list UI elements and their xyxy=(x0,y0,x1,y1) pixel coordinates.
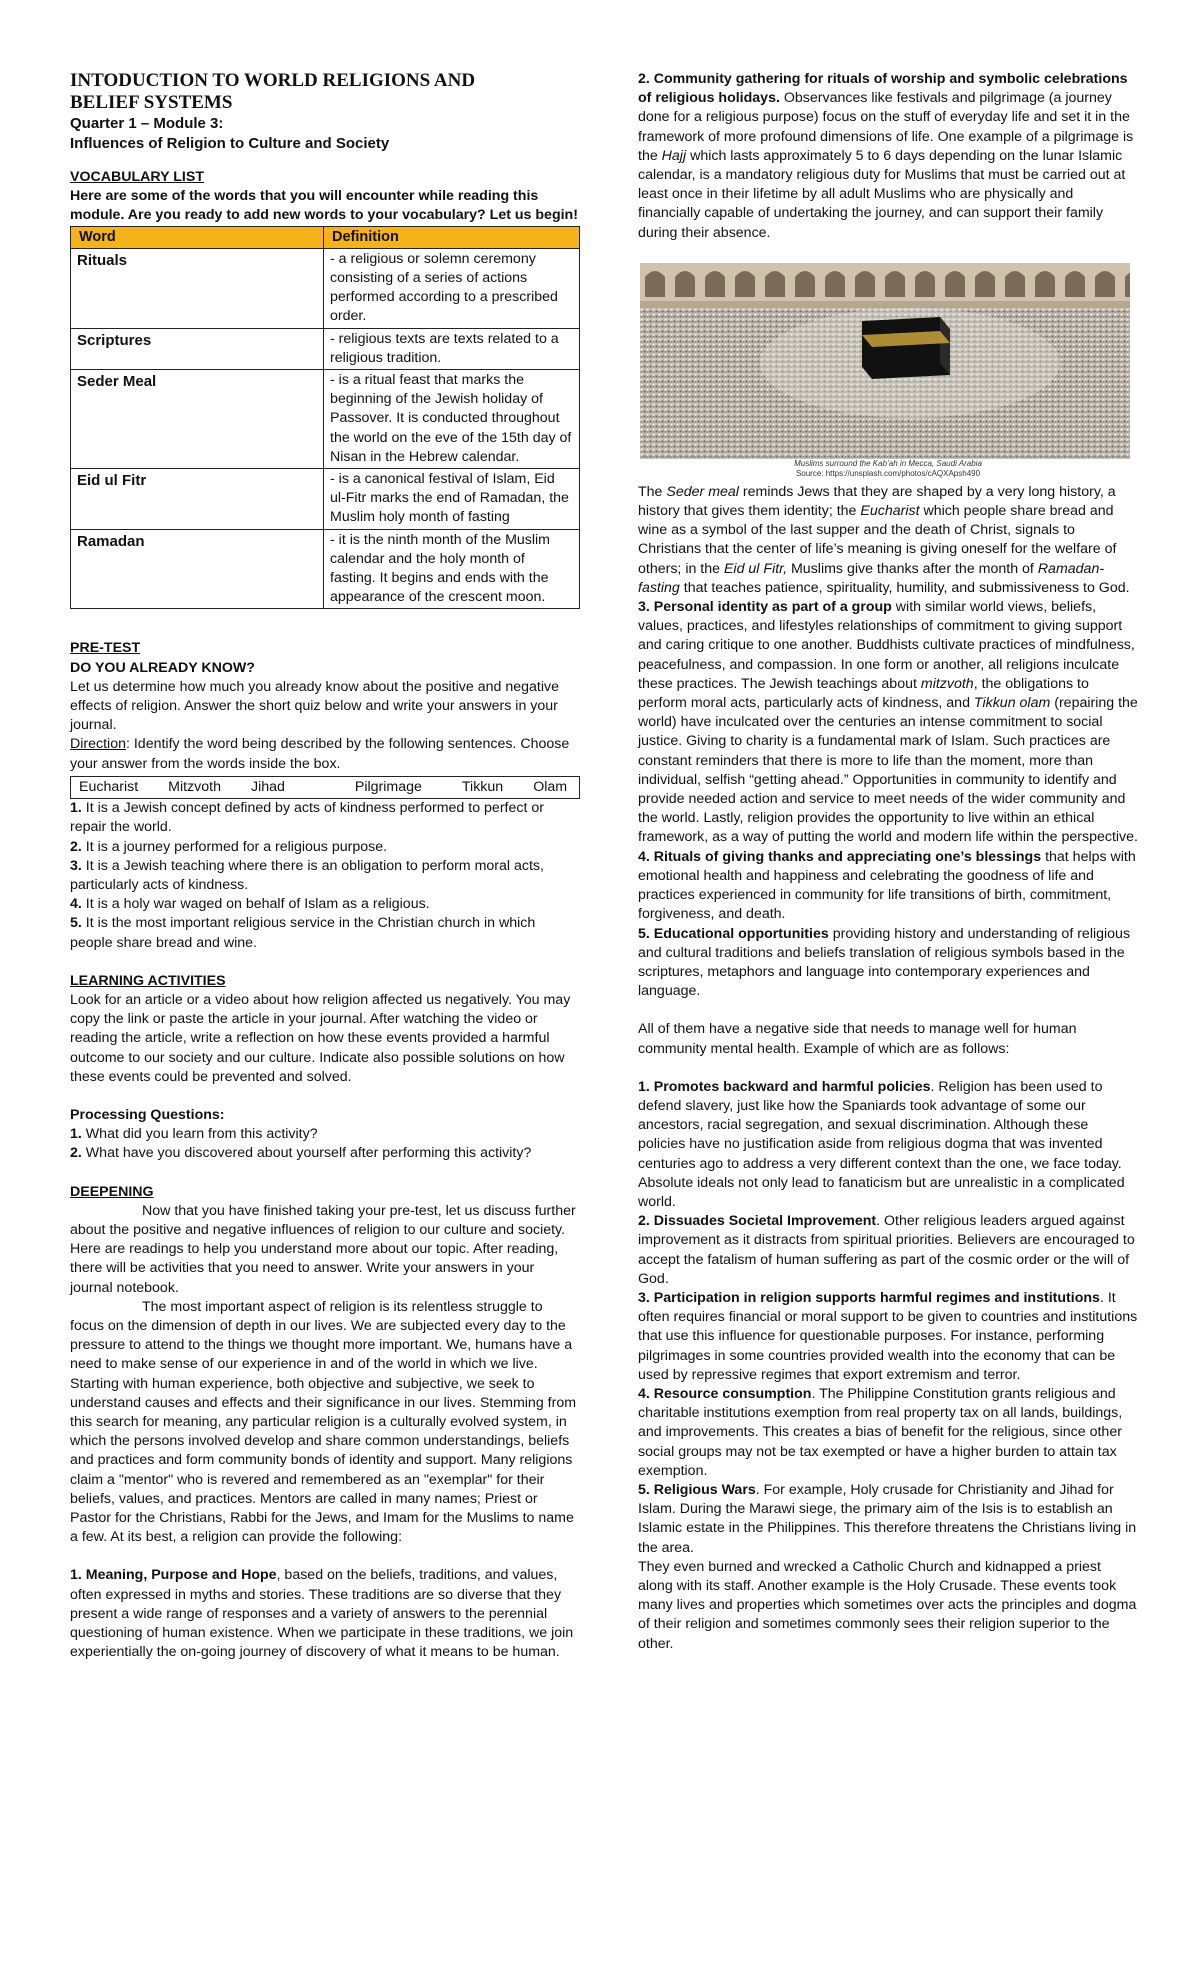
negative-item: 4. Resource consumption. The Philippine Constitution grants religious and charitable institutions exemption from real property tax on all lands, buildings, and improvements. This creates a bias of benefit for the religious, since other social groups may not be tax exempted or have a higher burden to attain tax exemption. xyxy=(638,1385,1123,1479)
pretest-item: 3. It is a Jewish teaching where there is an obligation to perform moral acts, particularly acts of kindness. xyxy=(70,857,544,893)
pretest-direction xyxy=(70,735,580,773)
photo-source: Source: https://unsplash.com/photos/cAQXApsh490 xyxy=(795,468,981,478)
table-row xyxy=(71,529,580,609)
vocab-header-row xyxy=(71,226,580,248)
vocab-word: Rituals xyxy=(71,248,324,328)
direction-label: Direction xyxy=(70,736,126,753)
vocab-table xyxy=(70,226,580,610)
document-title-line1: INTODUCTION TO WORLD RELIGIONS AND xyxy=(70,70,476,91)
vocab-word: Seder Meal xyxy=(71,370,324,469)
quarter-label: Quarter 1 – Module 3: xyxy=(70,115,224,132)
choice-word: Olam xyxy=(533,778,568,795)
negative-item: 2. Dissuades Societal Improvement. Other religious leaders argued against improvement as it distracts from spiritual priorities. Believers are encouraged to accept the fatalism of human suffering as part of the cosmic order or the will of God. xyxy=(638,1213,1135,1287)
vocab-definition: - is a ritual feast that marks the beginning of the Jewish holiday of Passover. It is conducted throughout the world on the eve of the 15th day of Nisan in the Hebrew calendar. xyxy=(324,370,580,469)
thanks-paragraph: 4. Rituals of giving thanks and appreciating one’s blessings that helps with emotional health and happiness and celebrating the goodness of life and practices experienced in community for life transitions of birth, commitment, forgiveness, and death. xyxy=(638,848,1136,923)
choice-word: Pilgrimage xyxy=(354,778,422,795)
choice-word: Tikkun xyxy=(461,778,504,795)
vocab-intro: Here are some of the words that you will encounter while reading this module. Are you ready to add new words to your vocabulary? Let us begin! xyxy=(70,188,578,224)
learning-heading: LEARNING ACTIVITIES xyxy=(70,972,226,989)
kaaba-photo xyxy=(640,263,1130,459)
pretest-item: 2. It is a journey performed for a religious purpose. xyxy=(70,838,388,855)
pretest-item: 1. It is a Jewish concept defined by acts of kindness performed to perfect or repair the world. xyxy=(70,800,544,836)
pretest-item: 5. It is the most important religious service in the Christian church in which people share bread and wine. xyxy=(70,915,536,951)
photo-caption: Muslims surround the Kab’ah in Mecca, Saudi Arabia xyxy=(794,458,982,468)
closing-paragraph: They even burned and wrecked a Catholic Church and kidnapped a priest along with its staff. Another example is the Holy Crusade. These events took many lives and properties which sometimes over acts the principles and dogma of their religion and sometimes commonly sees their religion superior to the other. xyxy=(638,1558,1137,1652)
vocab-definition: - religious texts are texts related to a religious tradition. xyxy=(324,328,580,369)
vocab-definition: - it is the ninth month of the Muslim calendar and the holy month of fasting. It begins and ends with the appearance of the crescent moon. xyxy=(324,529,580,609)
direction-text: : Identify the word being described by the following sentences. Choose your answer from the words inside the box. xyxy=(70,736,570,772)
table-row xyxy=(71,370,580,469)
meaning-paragraph: 1. Meaning, Purpose and Hope, based on the beliefs, traditions, and values, often expressed in myths and stories. These traditions are so diverse that they present a wide range of responses and a variety of answers to the perennial questioning of human existence. When we participate in these traditions, we join experientially the on-going journey of discovery of what it means to be human. xyxy=(70,1567,574,1661)
choice-word: Mitzvoth xyxy=(168,778,221,795)
table-row xyxy=(71,469,580,530)
choice-word: Jihad xyxy=(250,778,285,795)
pretest-intro: Let us determine how much you already know about the positive and negative effects of religion. Answer the short quiz below and write your answers in your journal. xyxy=(70,678,559,734)
vocab-definition: - a religious or solemn ceremony consisting of a series of actions performed according to a prescribed order. xyxy=(324,248,580,328)
kaaba-image xyxy=(640,263,1130,459)
identity-paragraph: 3. Personal identity as part of a group with similar world views, beliefs, values, practices, and lifestyles relationships of commitment to giving support and caring critique to one another. Buddhists cultivate practices of mindfulness, peacefulness, and compassion. In one form or another, all religions inculcate these practices. The Jewish teachings about mitzvoth, the obligations to perform moral acts, particularly acts of kindness, and Tikkun olam (repairing the world) have inculcated over the centuries an intense commitment to social justice. Giving to charity is a fundamental mark of Islam. Such practices are constant reminders that there is more to life than the moment, more than individual, selfish “getting ahead.” Opportunities in community to identify and provide needed action and service to meet needs of the wider community and the world. Lastly, religion provides the opportunity to live within an ethical framework, as a way of putting the world and modern life within the perspective. xyxy=(638,599,1138,846)
vocab-word: Ramadan xyxy=(71,529,324,609)
vocab-word: Eid ul Fitr xyxy=(71,469,324,530)
pretest-subheading: DO YOU ALREADY KNOW? xyxy=(70,659,255,676)
vocab-col-definition: Definition xyxy=(324,226,580,248)
pretest-heading: PRE-TEST xyxy=(70,640,141,657)
module-title: Influences of Religion to Culture and Society xyxy=(70,135,390,152)
education-paragraph: 5. Educational opportunities providing history and understanding of religious and cultural traditions and beliefs translation of religious symbols based in the scriptures, metaphors and language into contemporary experiences and language. xyxy=(638,925,1131,1000)
negative-item: 3. Participation in religion supports harmful regimes and institutions. It often requires financial or moral support to be given to countries and institutions that use this influence for questionable purposes. For instance, performing pilgrimages in some countries provided wealth into the economy that can be used by repressive regimes that export extremism and terror. xyxy=(638,1289,1138,1383)
pretest-item: 4. It is a holy war waged on behalf of Islam as a religious. xyxy=(70,896,430,913)
choice-word: Eucharist xyxy=(79,778,139,795)
right-column xyxy=(638,70,1138,1654)
table-row xyxy=(71,248,580,328)
deepening-paragraph: The most important aspect of religion is its relentless struggle to focus on the dimension of depth in our lives. We are subjected every day to the pressure to attend to the things we thought more important. We, humans have a need to make sense of our experience in and of the world in which we live. Starting with human experience, both objective and subjective, we seek to understand causes and effects and their significance in our lives. Stemming from this search for meaning, any particular religion is a culturally evolved system, in which the persons involved develop and share common understandings, beliefs and practices and form community bonds of identity and support. Many religions claim a "mentor" who is revered and remembered as an "exemplar" for their beliefs, values, and practices. Mentors are called in many names; Priest or Pastor for the Christians, Rabbi for the Jews, and Imam for the Muslims to name a few. At its best, a religion can provide the following: xyxy=(70,1298,577,1546)
deepening-paragraph: Now that you have finished taking your pre-test, let us discuss further about the positive and negative influences of religion to our culture and society. Here are readings to help you understand more about our topic. After reading, there will be activities that you need to answer. Write your answers in your journal notebook. xyxy=(70,1202,576,1296)
negative-item: 1. Promotes backward and harmful policies. Religion has been used to defend slavery, just like how the Spaniards took advantage of some our ancestors, racial segregation, and sexual discrimination. Although these policies have no justification aside from religious dogma that was invented centuries ago to address a very different context than the one, we face today. Absolute ideals not only lead to fanaticism but are unrealistic in a complicated world. xyxy=(638,1078,1125,1210)
processing-question: 1. What did you learn from this activity? xyxy=(70,1126,318,1143)
vocab-definition: - is a canonical festival of Islam, Eid ul-Fitr marks the end of Ramadan, the Muslim holy month of fasting xyxy=(324,469,580,530)
processing-question: 2. What have you discovered about yourself after performing this activity? xyxy=(70,1145,532,1162)
left-column xyxy=(70,70,580,1662)
vocab-word: Scriptures xyxy=(71,328,324,369)
seder-paragraph: The Seder meal reminds Jews that they are shaped by a very long history, a history that gives them identity; the Eucharist which people share bread and wine as a symbol of the last supper and the death of Christ, signals to Christians that the center of life’s meaning is giving oneself for the welfare of others; in the Eid ul Fitr, Muslims give thanks after the month of Ramadan-fasting that teaches patience, spirituality, humility, and submissiveness to God. xyxy=(638,483,1130,596)
answer-choices-box xyxy=(70,776,580,799)
negative-item: 5. Religious Wars. For example, Holy crusade for Christianity and Jihad for Islam. During the Marawi siege, the primary aim of the Isis is to establish an Islamic estate in the Philippines. This therefore threatens the Christians living in the area. xyxy=(638,1481,1137,1556)
vocab-heading: VOCABULARY LIST xyxy=(70,169,204,185)
processing-heading: Processing Questions: xyxy=(70,1106,225,1123)
document-title-line2: BELIEF SYSTEMS xyxy=(70,92,233,113)
table-row xyxy=(71,328,580,369)
vocab-col-word: Word xyxy=(71,226,324,248)
community-paragraph: 2. Community gathering for rituals of worship and symbolic celebrations of religious holidays. Observances like festivals and pilgrimage (a journey done for a religious purpose) focus on the stuff of everyday life and set it in the framework of more profound dimensions of life. One example of a pilgrimage is the Hajj which lasts approximately 5 to 6 days depending on the lunar Islamic calendar, is a mandatory religious duty for Muslims that must be carried out at least once in their lifetime by all adult Muslims who are physically and financially capable of undertaking the journey, and can support their family during their absence. xyxy=(638,71,1134,241)
deepening-heading: DEEPENING xyxy=(70,1183,154,1200)
negative-intro: All of them have a negative side that needs to manage well for human community mental health. Example of which are as follows: xyxy=(638,1021,1077,1057)
learning-text: Look for an article or a video about how religion affected us negatively. You may copy the link or paste the article in your journal. After watching the video or reading the article, write a reflection on how these events provided a harmful outcome to our society and our culture. Indicate also possible solutions on how these events could be prevented and solved. xyxy=(70,991,571,1085)
